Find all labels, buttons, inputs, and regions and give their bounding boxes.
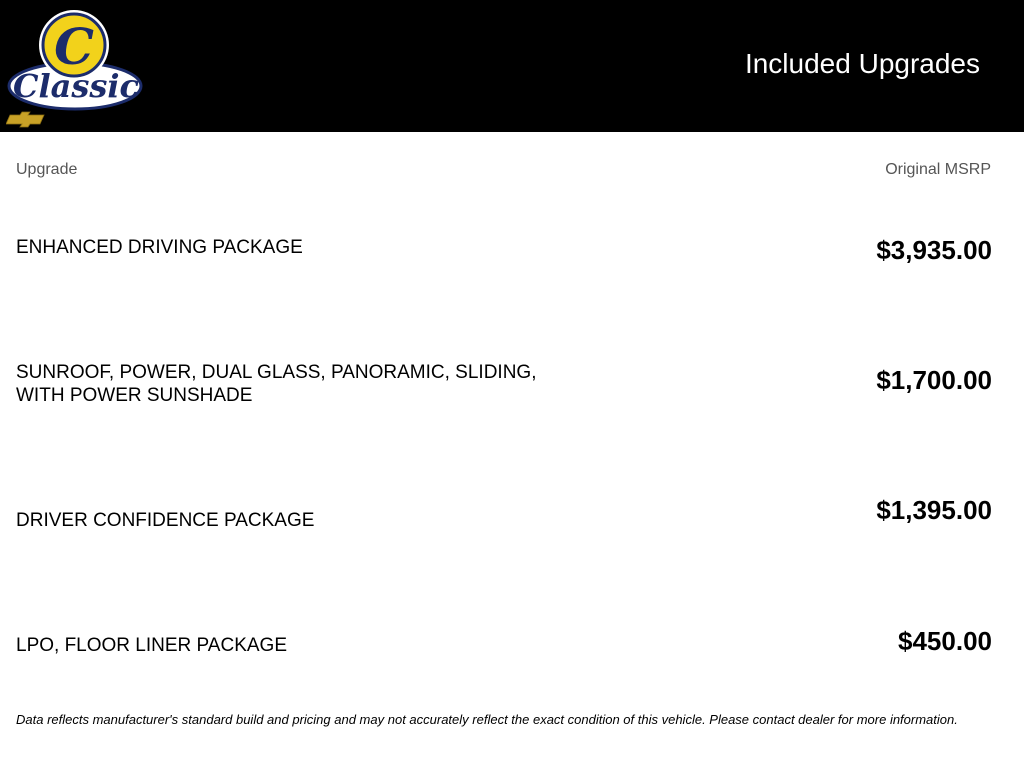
upgrade-name: SUNROOF, POWER, DUAL GLASS, PANORAMIC, SLIDING, WITH POWER SUNSHADE [16,362,537,406]
upgrade-price: $1,395.00 [876,495,992,525]
upgrade-price: $3,935.00 [876,235,992,265]
upgrade-name: ENHANCED DRIVING PACKAGE [16,237,303,258]
page-title: Included Upgrades [744,48,980,79]
classic-chevrolet-logo [6,6,146,128]
logo-wordmark: Classic [12,67,140,105]
chevrolet-bowtie-icon [6,112,44,127]
page-header [0,0,1024,132]
column-header-original-msrp: Original MSRP [885,161,991,178]
column-header-upgrade: Upgrade [16,161,78,178]
upgrade-name: LPO, FLOOR LINER PACKAGE [16,635,288,656]
upgrade-price: $1,700.00 [876,365,992,395]
logo-monogram: C [54,17,94,76]
disclaimer-text: Data reflects manufacturer's standard build and pricing and may not accurately reflect the exact condition of this vehicle. Please contact dealer for more information. [16,712,958,727]
upgrade-price: $450.00 [898,626,992,656]
upgrade-name: DRIVER CONFIDENCE PACKAGE [16,510,315,531]
